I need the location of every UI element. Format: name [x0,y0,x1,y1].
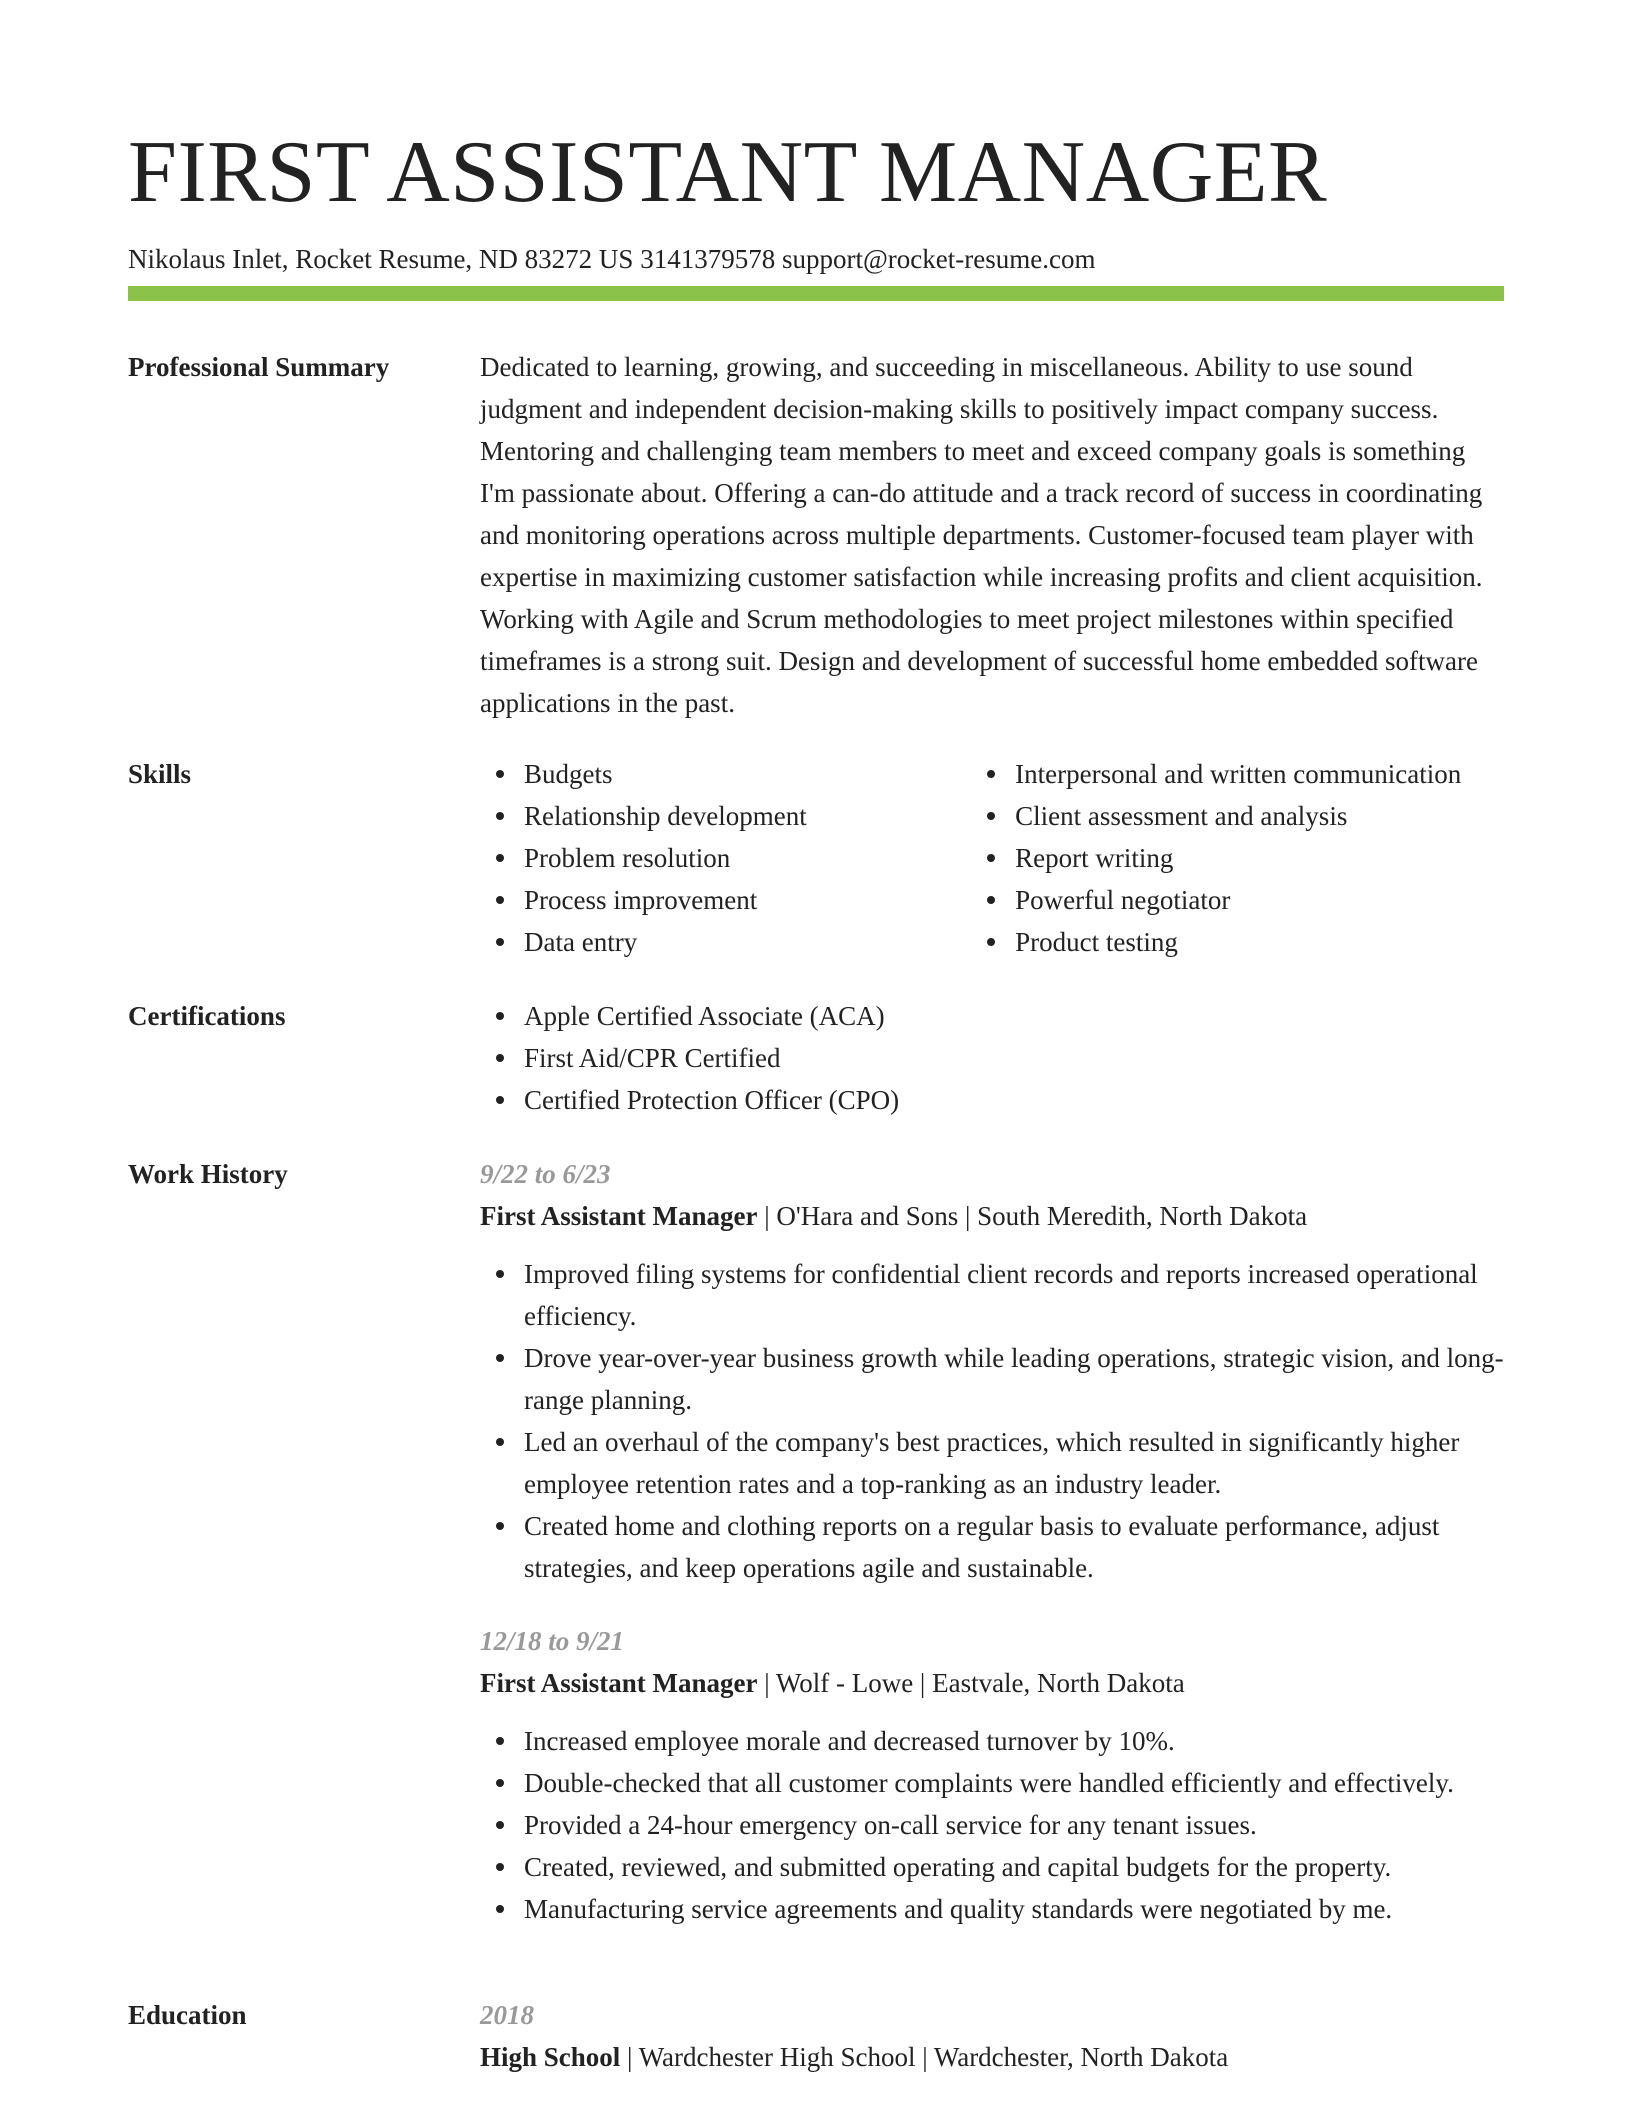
skill-item: Data entry [524,921,971,963]
job-details: | O'Hara and Sons | South Meredith, North Dakota [757,1201,1308,1231]
resume-title: FIRST ASSISTANT MANAGER [128,124,1328,221]
job-bullet: Created, reviewed, and submitted operating and capital budgets for the property. [524,1846,1504,1888]
skill-item: Relationship development [524,795,971,837]
education-heading: Education [128,2000,247,2030]
job-dates: 12/18 to 9/21 [480,1626,625,1656]
skill-item: Problem resolution [524,837,971,879]
certification-item: Apple Certified Associate (ACA) [524,995,1504,1037]
work-history-heading: Work History [128,1159,288,1189]
certification-item: Certified Protection Officer (CPO) [524,1079,1504,1121]
skill-item: Budgets [524,753,971,795]
resume-header [128,118,1504,276]
certifications-heading: Certifications [128,1001,286,1031]
skill-item: Client assessment and analysis [1015,795,1540,837]
education-entry [480,2036,1504,2078]
job-bullet: Improved filing systems for confidential client records and reports increased operational efficiency. [524,1253,1504,1337]
job-entry [480,1620,1504,1930]
certification-item: First Aid/CPR Certified [524,1037,1504,1079]
skills-list-left [480,753,971,963]
job-title: First Assistant Manager [480,1668,758,1698]
job-entry [480,1153,1504,1589]
skill-item: Process improvement [524,879,971,921]
summary-text: Dedicated to learning, growing, and succeeding in miscellaneous. Ability to use sound judgment and independent decision-making skills to positively impact company success. Mentoring and challenging team members to meet and exceed company goals is something I'm passionate about. Offering a can-do attitude and a track record of success in coordinating and monitoring operations across multiple departments. Customer-focused team player with expertise in maximizing customer satisfaction while increasing profits and client acquisition. Working with Agile and Scrum methodologies to meet project milestones within specified timeframes is a strong suit. Design and development of successful home embedded software applications in the past. [480,352,1483,718]
job-dates: 9/22 to 6/23 [480,1159,611,1189]
education-details: | Wardchester High School | Wardchester, North Dakota [620,2042,1229,2072]
job-role [480,1195,1504,1237]
job-role [480,1662,1504,1704]
job-bullet: Increased employee morale and decreased turnover by 10%. [524,1720,1504,1762]
job-details: | Wolf - Lowe | Eastvale, North Dakota [757,1668,1185,1698]
skills-list-right [971,753,1540,963]
skill-item: Product testing [1015,921,1540,963]
skill-item: Powerful negotiator [1015,879,1540,921]
certifications-list [480,995,1504,1121]
job-bullet: Double-checked that all customer complaints were handled efficiently and effectively. [524,1762,1504,1804]
skills-heading: Skills [128,759,192,789]
job-bullet: Created home and clothing reports on a regular basis to evaluate performance, adjust strategies, and keep operations agile and sustainable. [524,1505,1504,1589]
education-degree: High School [480,2042,621,2072]
job-bullets [480,1253,1504,1589]
job-bullet: Provided a 24-hour emergency on-call service for any tenant issues. [524,1804,1504,1846]
contact-line: Nikolaus Inlet, Rocket Resume, ND 83272 US 3141379578 support@rocket-resume.com [128,244,1096,274]
skill-item: Report writing [1015,837,1540,879]
job-bullet: Drove year-over-year business growth while leading operations, strategic vision, and long-range planning. [524,1337,1504,1421]
job-title: First Assistant Manager [480,1201,758,1231]
job-bullets [480,1720,1504,1930]
job-bullet: Manufacturing service agreements and quality standards were negotiated by me. [524,1888,1504,1930]
skill-item: Interpersonal and written communication [1015,753,1540,795]
accent-divider [128,286,1504,301]
summary-heading: Professional Summary [128,352,390,382]
job-bullet: Led an overhaul of the company's best practices, which resulted in significantly higher employee retention rates and a top-ranking as an industry leader. [524,1421,1504,1505]
education-date: 2018 [480,2000,534,2030]
